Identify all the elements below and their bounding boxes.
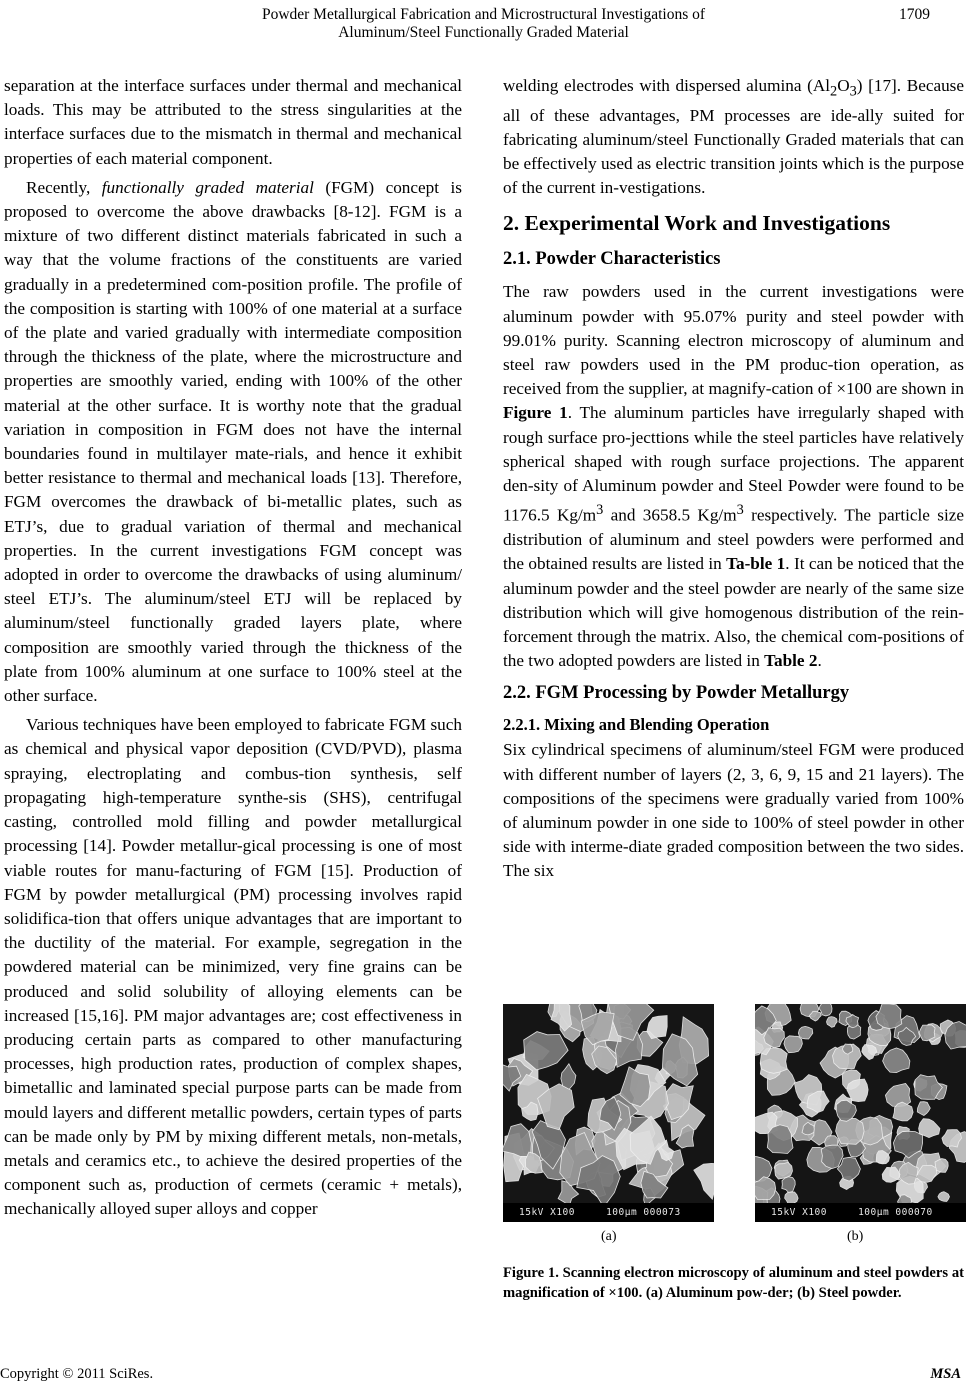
figure-label-b: (b)	[847, 1229, 864, 1244]
paragraph: separation at the interface surfaces under thermal and mechanical loads. This may be attributed to the stress singularities at the interface surfaces due to the mismatch in thermal and mechanical properties of each material component.	[4, 76, 462, 168]
fgm-term: functionally graded material	[101, 177, 314, 197]
subsubsection-heading: 2.2.1. Mixing and Blending Operation	[503, 715, 770, 735]
paragraph: Six cylindrical specimens of aluminum/steel FGM were produced with different number of layers (2, 3, 6, 9, 15 and 21 layers). The compositions of the specimens were gradually varied from 100% of aluminum powder in one side to 100% of steel powder in other side with interme-diate graded composition between the two sides. The six	[503, 740, 964, 881]
sem-info-bar: 15kV X100 100μm 000070	[755, 1203, 966, 1222]
table-ref: Table 2	[764, 651, 818, 671]
sem-info-bar: 15kV X100 100μm 000073	[503, 1203, 714, 1222]
header-title-line1: Powder Metallurgical Fabrication and Microstructural Investigations of	[261, 6, 706, 23]
sem-image-steel	[755, 1004, 966, 1222]
paragraph: The raw powders used in the current investigations were aluminum powder with 95.07% purity and steel powder with 99.01% purity. Scanning electron microscopy of aluminum and steel raw powders used in the PM produc-tion operation, as received from the supplier, at magnify-cation of ×100 are shown in Figure 1. The aluminum particles have irregularly shaped with rough surface pro-jecttions while the steel particles have relatively spherical shaped with rough surface projections. The apparent den-sity of Aluminum powder and Steel Powder were found to be 1176.5 $Kg/m^3$ and 3658.5 $Kg/m^3$ respectively. The particle size distribution of aluminum and steel powders were performed and the obtained results are listed in Ta-ble 1. It can be noticed that the aluminum powder and the steel powder are nearly of the same size distribution which will give homogenous distribution of the rein-forcement through the matrix. Also, the chemical com-positions of the two adopted powders are listed in Table 2.	[503, 282, 965, 671]
journal-abbrev: MSA	[930, 1366, 961, 1382]
running-header	[0, 6, 967, 42]
figure-1	[503, 1004, 964, 1222]
left-column	[4, 74, 462, 1227]
header-title-line2: Aluminum/Steel Functionally Graded Material	[338, 24, 629, 41]
sem-image-aluminum	[503, 1004, 714, 1222]
paragraph: Various techniques have been employed to fabricate FGM such as chemical and physical vapor deposition (CVD/PVD), plasma spraying, electroplating and combus-tion synthesis, self propagating high-temperature synthe-sis (SHS), centrifugal casting, controlled mold filling and powder metallurgical processing [14]. Powder metallur-gical processing is one of most viable routes for manu-facturing of FGM [15]. Production of FGM by powder metallurgical (PM) processing involves rapid solidifica-tion that offers unique advantages that are important to the ductility of the material. For example, segregation in the powdered material can be minimized, very fine grains can be produced and solid solubility of alloying elements can be increased [15,16]. PM major advantages are; cost effectiveness in producing certain parts as compared to other manufacturing processes, high production rates, production of complex shapes, bimetallic and laminated special purpose parts can be made from mould layers and different metallic powders, certain types of parts can be made only by PM by mixing different metals, non-metals, metals and ceramics etc., to achieve the desired properties of the component such as, production of cermets (ceramic + metals), mechanically alloyed super alloys and copper	[4, 715, 462, 1219]
paragraph: welding electrodes with dispersed alumina $(Al_2O_3)$ [17]. Because all of these advantages, PM processes are ide-ally suited for fabricating aluminum/steel Functionally Graded materials that can be effectively used as electric transition joints which is the purpose of the current in-vestigations.	[503, 76, 964, 198]
paragraph: Recently, functionally graded material (FGM) concept is proposed to overcome the above drawbacks [8-12]. FGM is a mixture of two different distinct materials fabricated in such a way that the volume fractions of the constituents are varied gradually in a predetermined com-position profile. The profile of the composition is starting with 100% of one material at a surface of the plate and varied gradually with intermediate composition through the thickness of the plate, where the microstructure and properties are smoothly varied, ending with 100% of the other material at the other surface. It is worthy note that the gradual variation in composition in FGM does not have the internal boundaries found in multilayer mate-rials, and hence it exhibit better resistance to thermal and mechanical loads [13]. Therefore, FGM overcomes the drawback of bi-metallic plates, such as ETJ’s, due to gradual variation of thermal and mechanical properties. In the current investigations FGM concept was adopted in order to overcome the drawbacks of using aluminum/ steel ETJ’s. The aluminum/steel ETJ will be replaced by aluminum/steel functionally graded layers plate, where composition are smoothly varied through the thickness of the plate from 100% aluminum at one surface to 100% steel at the other surface.	[4, 177, 462, 706]
subsection-heading: 2.2. FGM Processing by Powder Metallurgy	[503, 683, 850, 704]
figure-label-a: (a)	[601, 1229, 617, 1244]
section-heading: 2. Eexperimental Work and Investigations	[503, 211, 891, 236]
figure-ref: Figure 1	[503, 403, 568, 423]
page-number: 1709	[899, 6, 930, 23]
subsection-heading: 2.1. Powder Characteristics	[503, 249, 721, 270]
copyright: Copyright © 2011 SciRes.	[0, 1366, 154, 1382]
table-ref: Ta-ble 1	[726, 554, 786, 574]
right-column	[503, 74, 964, 889]
figure-caption: Figure 1. Scanning electron microscopy of aluminum and steel powders at magnification of ×100. (a) Aluminum pow-der; (b) Steel powder.	[503, 1265, 964, 1301]
